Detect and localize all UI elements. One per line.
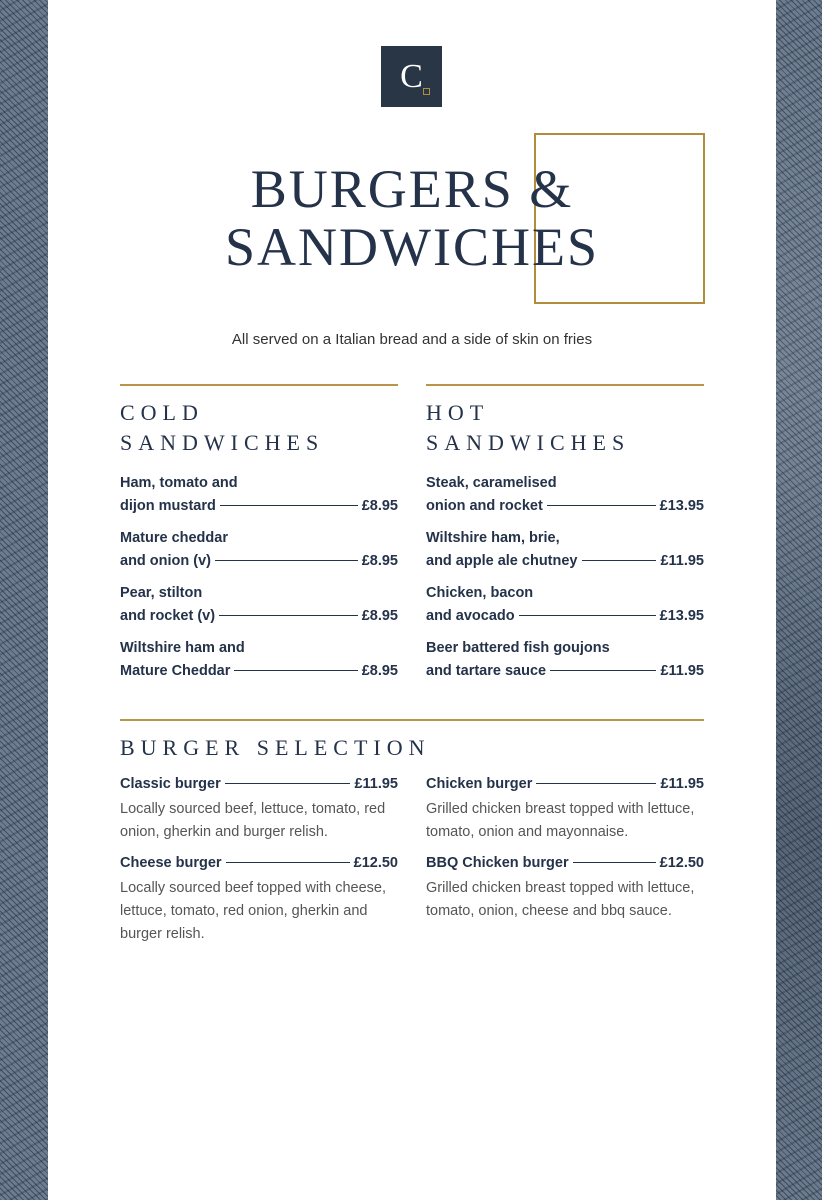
menu-item bbox=[426, 582, 704, 628]
burger-description: Locally sourced beef, lettuce, tomato, red onion, gherkin and burger relish. bbox=[120, 801, 386, 840]
page-subtitle: All served on a Italian bread and a side of skin on fries bbox=[231, 331, 593, 348]
price-leader bbox=[220, 505, 358, 506]
menu-item bbox=[120, 472, 398, 518]
section-heading: BURGER SELECTION bbox=[120, 735, 431, 760]
item-name-line-2: and avocado bbox=[426, 608, 515, 624]
item-name-line-2: and tartare sauce bbox=[426, 663, 547, 679]
item-name-line-2: onion and rocket bbox=[426, 498, 543, 514]
item-name-line-1: Steak, caramelised bbox=[426, 475, 557, 491]
item-name-row bbox=[426, 550, 704, 573]
section-heading bbox=[120, 398, 398, 458]
item-name-row bbox=[426, 660, 704, 683]
menu-item bbox=[120, 637, 398, 683]
cold-sandwiches-section bbox=[120, 384, 398, 692]
burger-item-header bbox=[120, 852, 398, 875]
item-price: £8.95 bbox=[361, 663, 398, 679]
item-price: £13.95 bbox=[659, 498, 704, 514]
burger-column-left bbox=[120, 773, 398, 954]
item-price: £11.95 bbox=[660, 553, 704, 569]
item-price: £8.95 bbox=[361, 553, 398, 569]
burger-name: Cheese burger bbox=[120, 855, 222, 871]
price-leader bbox=[225, 783, 351, 784]
menu-page bbox=[48, 0, 776, 1200]
title-line-1: BURGERS & bbox=[250, 159, 574, 219]
section-heading bbox=[426, 398, 704, 458]
section-heading-line-1: HOT bbox=[426, 400, 490, 425]
item-name-row bbox=[120, 605, 398, 628]
item-price: £8.95 bbox=[361, 498, 398, 514]
burger-price: £11.95 bbox=[660, 776, 704, 792]
price-leader bbox=[582, 560, 657, 561]
item-name-row bbox=[120, 495, 398, 518]
item-name-row bbox=[120, 660, 398, 683]
burger-description: Grilled chicken breast topped with lettuce, tomato, onion and mayonnaise. bbox=[426, 801, 695, 840]
item-name-line-2: and apple ale chutney bbox=[426, 553, 578, 569]
item-name-line-1: Pear, stilton bbox=[120, 585, 203, 601]
price-leader bbox=[550, 670, 656, 671]
item-name-line-1: Wiltshire ham, brie, bbox=[426, 530, 560, 546]
burger-item-header bbox=[426, 773, 704, 796]
item-price: £13.95 bbox=[659, 608, 704, 624]
burger-item-header bbox=[426, 852, 704, 875]
section-heading-line-2: SANDWICHES bbox=[120, 430, 325, 455]
price-leader bbox=[226, 862, 350, 863]
logo-letter: C bbox=[400, 57, 423, 95]
page-title bbox=[48, 160, 776, 276]
burger-selection-section bbox=[120, 719, 704, 954]
burger-name: Classic burger bbox=[120, 776, 221, 792]
burger-price: £11.95 bbox=[354, 776, 398, 792]
price-leader bbox=[519, 615, 656, 616]
section-divider bbox=[120, 719, 704, 721]
item-name-line-2: dijon mustard bbox=[120, 498, 216, 514]
section-divider bbox=[426, 384, 704, 386]
background-map-left bbox=[0, 0, 48, 1200]
item-name-line-1: Ham, tomato and bbox=[120, 475, 238, 491]
burger-item-header bbox=[120, 773, 398, 796]
item-name-line-1: Mature cheddar bbox=[120, 530, 228, 546]
section-heading-line-2: SANDWICHES bbox=[426, 430, 631, 455]
burger-description: Locally sourced beef topped with cheese, lettuce, tomato, red onion, gherkin and burger relish. bbox=[120, 880, 387, 942]
menu-item bbox=[426, 527, 704, 573]
price-leader bbox=[547, 505, 656, 506]
item-price: £8.95 bbox=[361, 608, 398, 624]
item-name-line-1: Beer battered fish goujons bbox=[426, 640, 610, 656]
title-line-2: SANDWICHES bbox=[224, 217, 599, 277]
price-leader bbox=[219, 615, 358, 616]
menu-item bbox=[426, 472, 704, 518]
logo-accent-mark bbox=[423, 88, 430, 95]
burger-price: £12.50 bbox=[659, 855, 704, 871]
price-leader bbox=[573, 862, 656, 863]
burger-column-right bbox=[426, 773, 704, 954]
burger-name: BBQ Chicken burger bbox=[426, 855, 569, 871]
menu-item bbox=[426, 637, 704, 683]
price-leader bbox=[234, 670, 357, 671]
item-name-row bbox=[120, 550, 398, 573]
burger-grid bbox=[120, 773, 704, 954]
item-name-row bbox=[426, 605, 704, 628]
background-map-shading bbox=[774, 0, 822, 1200]
burger-price: £12.50 bbox=[353, 855, 398, 871]
burger-description: Grilled chicken breast topped with lettuce, tomato, onion, cheese and bbq sauce. bbox=[426, 880, 695, 919]
item-name-line-1: Chicken, bacon bbox=[426, 585, 534, 601]
item-name-line-2: Mature Cheddar bbox=[120, 663, 231, 679]
price-leader bbox=[536, 783, 656, 784]
menu-item bbox=[120, 582, 398, 628]
price-leader bbox=[215, 560, 358, 561]
menu-item bbox=[120, 527, 398, 573]
brand-logo bbox=[381, 46, 442, 107]
item-name-line-2: and rocket (v) bbox=[120, 608, 216, 624]
item-price: £11.95 bbox=[660, 663, 704, 679]
burger-name: Chicken burger bbox=[426, 776, 533, 792]
section-heading-line-1: COLD bbox=[120, 400, 204, 425]
item-name-line-1: Wiltshire ham and bbox=[120, 640, 245, 656]
item-name-line-2: and onion (v) bbox=[120, 553, 212, 569]
item-name-row bbox=[426, 495, 704, 518]
hot-sandwiches-section bbox=[426, 384, 704, 692]
section-divider bbox=[120, 384, 398, 386]
